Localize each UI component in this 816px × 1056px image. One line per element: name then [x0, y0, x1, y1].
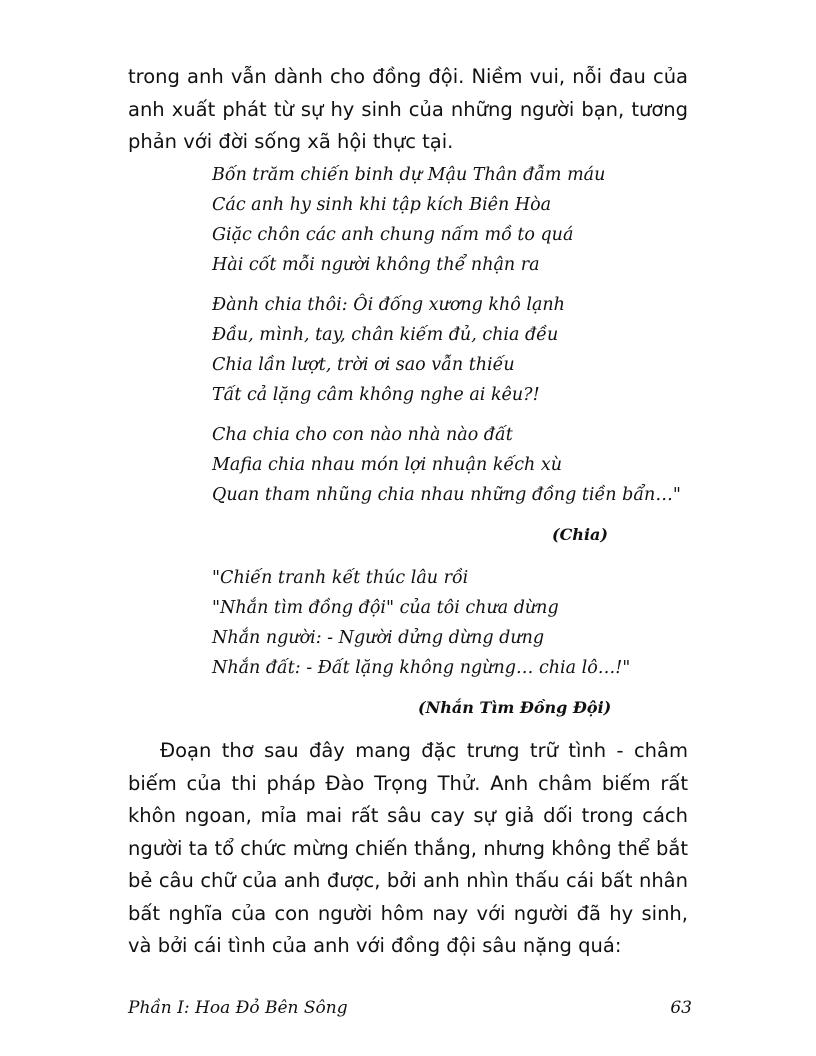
poem-line: Hài cốt mỗi người không thể nhận ra — [212, 255, 540, 275]
page-number: 63 — [670, 998, 692, 1018]
poem-line: Cha chia cho con nào nhà nào đất — [212, 425, 513, 445]
poem-line: Giặc chôn các anh chung nấm mồ to quá — [212, 225, 574, 245]
poem-chia-stanza-2 — [212, 290, 692, 410]
poem-line: Đành chia thôi: Ôi đống xương khô lạnh — [212, 295, 565, 315]
poem-line: Nhắn người: - Người dửng dừng dưng — [212, 628, 545, 648]
poem-attribution-nhan-tim: (Nhắn Tìm Đồng Đội) — [418, 698, 612, 717]
poem-line: Quan tham nhũng chia nhau những đồng tiền bẩn…" — [212, 485, 681, 505]
poem-line: Các anh hy sinh khi tập kích Biên Hòa — [212, 195, 552, 215]
poem-line: Mafia chia nhau món lợi nhuận kếch xù — [212, 455, 562, 475]
intro-paragraph-block — [128, 61, 688, 159]
poem-line: Bốn trăm chiến binh dự Mậu Thân đẫm máu — [212, 165, 606, 185]
closing-paragraph: Đoạn thơ sau đây mang đặc trưng trữ tình - châm biếm của thi pháp Đào Trọng Thử. Anh châm biếm rất khôn ngoan, mỉa mai rất sâu cay sự giả dối trong cách người ta tổ chức mừng chiến thắng, nhưng không thể bắt bẻ câu chữ của anh được, bởi anh nhìn thấu cái bất nhân bất nghĩa của con người hôm nay với người đã hy sinh, và bởi cái tình của anh với đồng đội sâu nặng quá: — [128, 739, 688, 957]
running-footer-title: Phần I: Hoa Đỏ Bên Sông — [128, 998, 348, 1018]
poem-line: Chia lần lượt, trời ơi sao vẫn thiếu — [212, 355, 515, 375]
poem-chia-stanza-1 — [212, 160, 692, 280]
poem-line: Nhắn đất: - Đất lặng không ngừng… chia lô…!" — [212, 658, 631, 678]
poem-attribution-chia: (Chia) — [552, 525, 608, 544]
poem-nhan-tim-stanza — [212, 563, 692, 683]
poem-line: "Chiến tranh kết thúc lâu rồi — [212, 568, 469, 588]
poem-line: "Nhắn tìm đồng đội" của tôi chưa dừng — [212, 598, 559, 618]
closing-paragraph-block — [128, 735, 688, 963]
poem-chia-stanza-3 — [212, 420, 692, 510]
poem-line: Đầu, mình, tay, chân kiếm đủ, chia đều — [212, 325, 559, 345]
poem-line: Tất cả lặng câm không nghe ai kêu?! — [212, 385, 540, 405]
intro-paragraph: trong anh vẫn dành cho đồng đội. Niềm vui, nỗi đau của anh xuất phát từ sự hy sinh của những người bạn, tương phản với đời sống xã hội thực tại. — [128, 65, 688, 153]
